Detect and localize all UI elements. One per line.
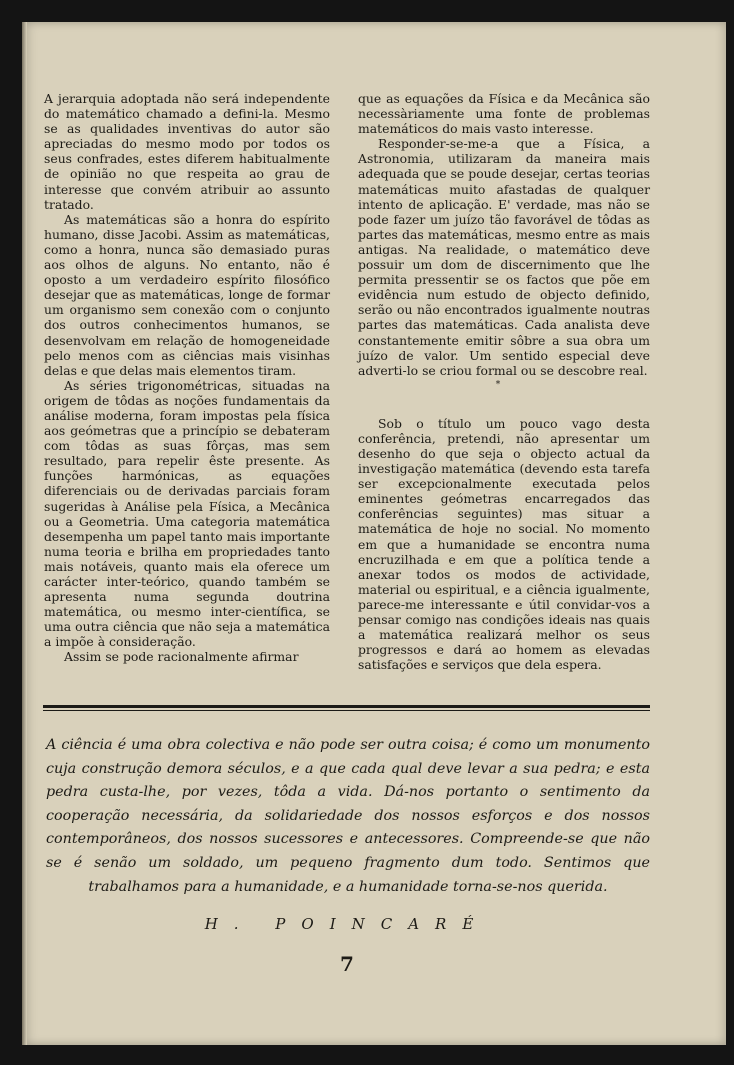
- left-column: [44, 91, 330, 665]
- paragraph: Sob o título um pouco vago desta conferência, pretendi, não apresentar um desenho do que seja o objecto actual da investigação matemática (devendo esta tarefa ser excepcionalmente executada pelos eminentes geómetras encarregados das conferências seguintes) mas situar a matemática de hoje no social. No momento em que a humanidade se encontra numa encruzilhada e em que a política tende a anexar todos os modos de actividade, material ou espiritual, e a ciência igualmente, parece-me interessante e útil convidar-vos a pensar comigo nas condições ideais nas quais a matemática realizará melhor os seus progressos e dará ao homem as elevadas satisfações e serviços que dela espera.: [358, 415, 650, 673]
- right-column: [358, 91, 650, 672]
- paragraph: As matemáticas são a honra do espírito humano, disse Jacobi. Assim as matemáticas, como a honra, nunca são demasiado puras aos olhos de alguns. No entanto, não é oposto a um verdadeiro espírito filosófico desejar que as matemáticas, longe de formar um organismo sem conexão com o conjunto dos outros conhecimentos humanos, se desenvolvam em relação de homogeneidade pelo menos com as ciências mais visinhas delas e que delas mais elementos tiram.: [44, 211, 330, 378]
- divider-thin: [43, 710, 650, 711]
- section-separator-mark: *: [495, 379, 501, 390]
- paragraph: Assim se pode racionalmente afirmar: [64, 649, 299, 665]
- page-number: 7: [340, 952, 354, 976]
- divider-thick: [43, 705, 650, 708]
- page-spine-shadow: [22, 22, 27, 1045]
- paragraph: que as equações da Física e da Mecânica são necessàriamente uma fonte de problemas matemáticos do mais vasto interesse.: [358, 91, 650, 137]
- epigraph-quote: A ciência é uma obra colectiva e não pode ser outra coisa; é como um monumento cuja construção demora séculos, e a que cada qual deve levar a sua pedra; e esta pedra custa-lhe, por vezes, tôda a vida. Dá-nos portanto o sentimento da cooperação necessária, da solidariedade dos nossos esforços e dos nossos contemporâneos, dos nossos sucessores e antecessores. Compreende-se que não se é senão um soldado, um pequeno fragmento dum todo. Sentimos que trabalhamos para a humanidade, e a humanidade torna-se-nos querida.: [46, 737, 650, 895]
- quote-author: H. POINCARÉ: [204, 915, 490, 933]
- book-page: [22, 22, 726, 1045]
- paragraph: A jerarquia adoptada não será independente do matemático chamado a defini-la. Mesmo se as qualidades inventivas do autor são apreciadas do mesmo modo por todos os seus confrades, estes diferem habitualmente de opinião no que respeita ao grau de interesse que convém atribuir ao assunto tratado.: [44, 91, 330, 212]
- paragraph: As séries trigonométricas, situadas na origem de tôdas as noções fundamentais da análise moderna, foram impostas pela física aos geómetras que a princípio se debateram com tôdas as suas fôrças, mas sem resultado, para repelir êste presente. As funções harmónicas, as equações diferenciais ou de derivadas parciais foram sugeridas à Análise pela Física, a Mecânica ou a Geometria. Uma categoria matemática desempenha um papel tanto mais importante numa teoria e brilha em propriedades tanto mais notáveis, quanto mais ela oferece um carácter inter-teórico, quando também se apresenta numa segunda doutrina matemática, ou mesmo inter-científica, se uma outra ciência que não seja a matemática a impõe à consideração.: [44, 377, 330, 650]
- paragraph: Responder-se-me-a que a Física, a Astronomia, utilizaram da maneira mais adequada que se poude desejar, certas teorias matemáticas muito afastadas de qualquer intento de aplicação. E' verdade, mas não se pode fazer um juízo tão favorável de tôdas as partes das matemáticas, mesmo entre as mais antigas. Na realidade, o matemático deve possuir um dom de discernimento que lhe permita pressentir se os factos que põe em evidência num estudo de objecto definido, serão ou não encontrados igualmente noutras partes das matemáticas. Cada analista deve constantemente emitir sôbre a sua obra um juízo de valor. Um sentido especial deve adverti-lo se criou formal ou se descobre real.: [358, 136, 650, 378]
